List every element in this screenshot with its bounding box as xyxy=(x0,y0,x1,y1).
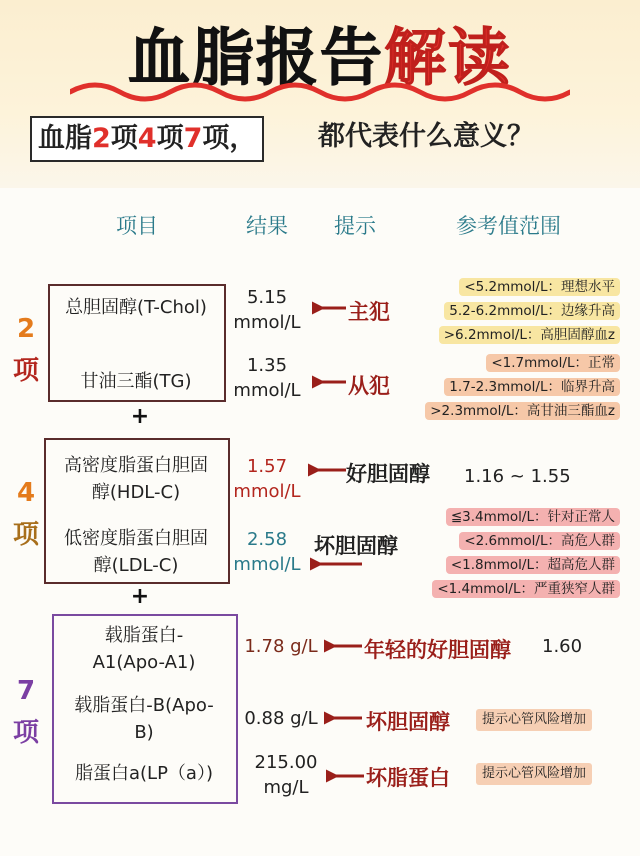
item-name-hdl: 高密度脂蛋白胆固 醇(HDL-C) xyxy=(64,455,208,503)
risk-tag: 提示心管风险增加 xyxy=(476,709,592,731)
arrow-icon xyxy=(312,374,348,390)
arrow-icon xyxy=(308,462,348,478)
result-tg: 1.35 mmol/L xyxy=(233,355,301,401)
column-header-reference: 参考值范围 xyxy=(456,214,561,238)
ref-list-ldl xyxy=(404,506,620,599)
plus-sign: + xyxy=(130,404,150,429)
item-name-apoa1: 载脂蛋白- A1(Apo-A1) xyxy=(92,625,196,673)
hint-hdl: 好胆固醇 xyxy=(346,462,430,486)
ref-list-tg xyxy=(400,352,620,421)
ref-pill: >2.3mmol/L：高甘油三酯血z xyxy=(425,402,620,420)
group-4-unit: 项 xyxy=(12,520,39,550)
item-name-apob: 载脂蛋白-B(Apo- B) xyxy=(74,695,214,743)
group-4-number: 4 xyxy=(16,478,36,508)
group-2-number: 2 xyxy=(16,314,36,344)
arrow-icon xyxy=(312,300,348,316)
wave-decoration xyxy=(70,78,570,106)
group-7-unit: 项 xyxy=(12,718,39,748)
ref-pill: 5.2-6.2mmol/L：边缘升高 xyxy=(444,302,620,320)
item-name-ldl: 低密度脂蛋白胆固 醇(LDL-C) xyxy=(64,528,208,576)
ref-pill: >6.2mmol/L：高胆固醇血z xyxy=(439,326,620,344)
ref-hdl: 1.16 ~ 1.55 xyxy=(464,466,571,487)
column-header-hint: 提示 xyxy=(334,214,376,238)
group-7-number: 7 xyxy=(16,676,36,706)
hint-tg: 从犯 xyxy=(348,374,390,398)
item-name-lpa: 脂蛋白a(LP（a）) xyxy=(75,763,213,784)
ref-pill: ≦3.4mmol/L：针对正常人 xyxy=(446,508,620,526)
result-tchol: 5.15 mmol/L xyxy=(233,287,301,333)
column-header-item: 项目 xyxy=(116,214,158,238)
subtitle-question: 都代表什么意义？ xyxy=(318,121,534,152)
ref-pill: <5.2mmol/L：理想水平 xyxy=(459,278,620,296)
item-name-tg: 甘油三酯(TG) xyxy=(80,371,192,392)
ref-pill: <1.4mmol/L：严重狭窄人群 xyxy=(432,580,620,598)
hint-lpa: 坏脂蛋白 xyxy=(366,766,450,790)
subtitle-highlight: 血脂2项4项7项， xyxy=(30,116,264,162)
ref-list-tchol xyxy=(406,276,620,345)
hint-tchol: 主犯 xyxy=(348,300,390,324)
page-title: 血脂报告解读 xyxy=(127,21,513,94)
result-hdl: 1.57 mmol/L xyxy=(233,456,301,502)
column-header-result: 结果 xyxy=(246,214,288,238)
result-lpa: 215.00 mg/L xyxy=(254,752,318,798)
arrow-icon xyxy=(326,768,366,784)
plus-sign: + xyxy=(130,584,150,609)
ref-pill: 1.7-2.3mmol/L：临界升高 xyxy=(444,378,620,396)
result-apoa1: 1.78 g/L xyxy=(244,636,318,657)
ref-pill: <1.8mmol/L：超高危人群 xyxy=(446,556,620,574)
hint-apoa1: 年轻的好胆固醇 xyxy=(364,638,511,662)
ref-pill: <1.7mmol/L：正常 xyxy=(486,354,620,372)
ref-apoa1: 1.60 xyxy=(542,636,583,657)
arrow-icon xyxy=(324,710,364,726)
risk-tag: 提示心管风险增加 xyxy=(476,763,592,785)
result-apob: 0.88 g/L xyxy=(244,708,318,729)
result-ldl: 2.58 mmol/L xyxy=(233,529,301,575)
group-2-unit: 项 xyxy=(12,356,39,386)
item-name-tchol: 总胆固醇(T-Chol) xyxy=(65,297,207,318)
ref-pill: <2.6mmol/L：高危人群 xyxy=(459,532,620,550)
hint-apob: 坏胆固醇 xyxy=(366,710,450,734)
arrow-icon xyxy=(324,638,364,654)
hint-ldl: 坏胆固醇 xyxy=(314,534,398,558)
